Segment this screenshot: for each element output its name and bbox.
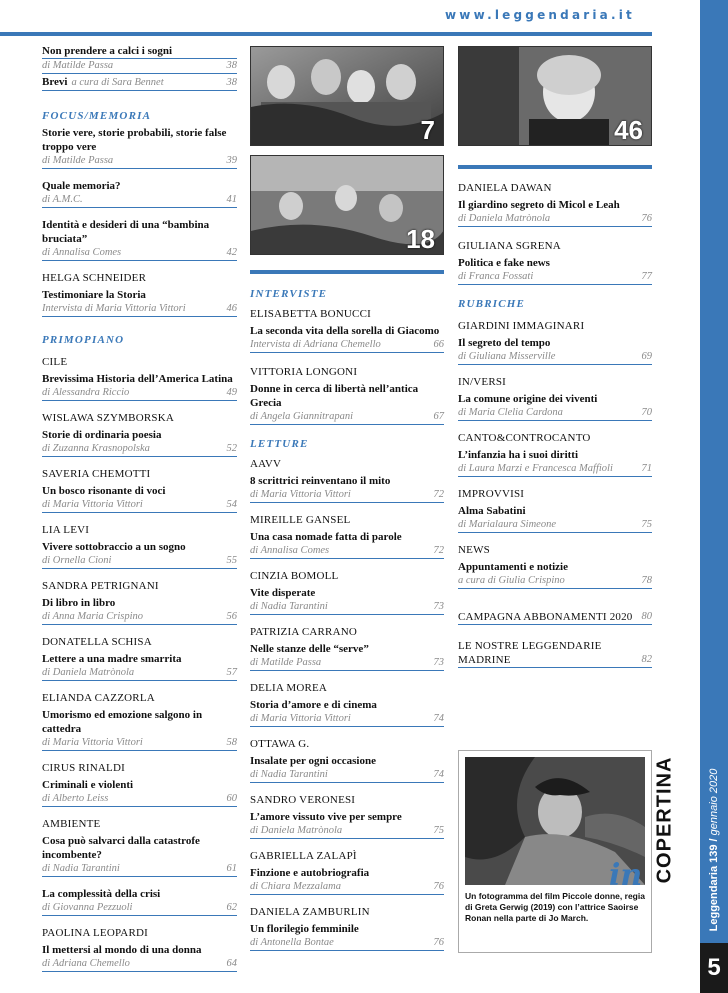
page-number: 66: [433, 339, 444, 350]
toc-entry[interactable]: [42, 355, 237, 401]
photo-sewing-women[interactable]: [250, 155, 444, 255]
toc-entry[interactable]: [42, 761, 237, 807]
toc-entry[interactable]: [250, 457, 444, 503]
entry-author: SANDRA PETRIGNANI: [42, 580, 159, 592]
page-number: 80: [641, 611, 652, 622]
byline-text: di Alessandra Riccio: [42, 387, 130, 398]
toc-entry[interactable]: [42, 411, 237, 457]
cover-caption: Un fotogramma del film Piccole donne, regia di Greta Gerwig (2019) con l’attrice Saoirse Ronan nella parte di Jo March.: [465, 891, 645, 923]
entry-byline: [42, 736, 237, 751]
byline-text: di A.M.C.: [42, 194, 83, 205]
entry-byline: [250, 544, 444, 559]
byline-text: di Nadia Tarantini: [250, 601, 328, 612]
magazine-issue: Leggendaria 139 / gennaio 2020: [708, 768, 720, 932]
page-number: 52: [226, 443, 237, 454]
entry-byline: [458, 212, 652, 227]
byline-text: di Maria Vittoria Vittori: [42, 737, 143, 748]
toc-entry[interactable]: [42, 126, 237, 169]
byline-text: Intervista di Maria Vittoria Vittori: [42, 303, 186, 314]
entry-byline: [458, 406, 652, 421]
entry-title: Vivere sottobraccio a un sogno: [42, 541, 186, 553]
divider-bar: [250, 270, 444, 274]
toc-entry[interactable]: [250, 681, 444, 727]
page-number: 60: [226, 793, 237, 804]
entry-byline: [250, 410, 444, 425]
byline-text: di Maria Vittoria Vittori: [250, 713, 351, 724]
entry-title: Nelle stanze delle “serve”: [250, 643, 369, 655]
byline-text: di Matilde Passa: [42, 155, 114, 166]
entry-title: Il giardino segreto di Micol e Leah: [458, 199, 620, 211]
entry-author: LIA LEVI: [42, 524, 90, 536]
page-number: 39: [226, 155, 237, 166]
byline-text: di Annalisa Comes: [42, 247, 122, 258]
entry-byline: [250, 712, 444, 727]
page-number: 71: [641, 463, 652, 474]
toc-entry[interactable]: [250, 569, 444, 615]
byline-text: di Daniela Matrònola: [250, 825, 343, 836]
toc-entry[interactable]: [42, 817, 237, 877]
entry-byline: [42, 193, 237, 208]
byline-text: di Annalisa Comes: [250, 545, 330, 556]
byline-text: di Anna Maria Crispino: [42, 611, 144, 622]
entry-author: SANDRO VERONESI: [250, 794, 356, 806]
entry-author: SAVERIA CHEMOTTI: [42, 468, 151, 480]
photo-page-number: 46: [614, 115, 643, 145]
entry-byline: [250, 936, 444, 951]
entry-author: GABRIELLA ZALAPÌ: [250, 850, 357, 862]
toc-entry[interactable]: [458, 181, 652, 227]
toc-column-2: [250, 287, 444, 951]
page-number: 70: [641, 407, 652, 418]
entry-byline: [250, 656, 444, 671]
page-number: 72: [433, 489, 444, 500]
entry-author: CANTO&CONTROCANTO: [458, 432, 591, 444]
section-heading: FOCUS/MEMORIA: [42, 110, 152, 122]
entry-label: CAMPAGNA ABBONAMENTI 2020: [458, 611, 633, 623]
page-number: 76: [641, 213, 652, 224]
page-number: 49: [226, 387, 237, 398]
entry-title: Umorismo ed emozione salgono in cattedra: [42, 709, 203, 735]
toc-entry[interactable]: [250, 307, 444, 353]
page-number: 75: [641, 519, 652, 530]
page-number: 74: [433, 713, 444, 724]
entry-author: CILE: [42, 356, 68, 368]
entry-title: 8 scrittrici reinventano il mito: [250, 475, 391, 487]
entry-author: DANIELA ZAMBURLIN: [250, 906, 370, 918]
entry-byline: [42, 666, 237, 681]
entry-title: Non prendere a calci i sogni: [42, 45, 173, 57]
entry-byline: [42, 442, 237, 457]
entry-author: WISLAWA SZYMBORSKA: [42, 412, 174, 424]
page-number: 61: [226, 863, 237, 874]
page-number: 77: [641, 271, 652, 282]
toc-entry[interactable]: [42, 691, 237, 751]
divider-bar: [458, 165, 652, 169]
toc-entry[interactable]: [250, 849, 444, 895]
entry-author: OTTAWA G.: [250, 738, 310, 750]
entry-title: Storie vere, storie probabili, storie false troppo vere: [42, 127, 227, 153]
byline-text: di Giovanna Pezzuoli: [42, 902, 133, 913]
byline-text: di Ornella Cioni: [42, 555, 112, 566]
byline-text: di Chiara Mezzalama: [250, 881, 342, 892]
page-number: 73: [433, 657, 444, 668]
page-number-box: 5: [700, 943, 728, 993]
entry-title: Vite disperate: [250, 587, 316, 599]
entry-author: CINZIA BOMOLL: [250, 570, 339, 582]
byline-text: a cura di Sara Bennet: [71, 77, 164, 88]
entry-author: AAVV: [250, 458, 282, 470]
entry-byline: [42, 610, 237, 625]
byline-text: di Marialaura Simeone: [458, 519, 556, 530]
entry-byline: [42, 154, 237, 169]
entry-byline: [42, 44, 237, 73]
entry-byline: [250, 824, 444, 839]
toc-entry[interactable]: [42, 467, 237, 513]
site-url[interactable]: www.leggendaria.it: [445, 8, 635, 22]
entry-author: AMBIENTE: [42, 818, 101, 830]
entry-byline: [42, 386, 237, 401]
entry-byline: [42, 901, 237, 916]
byline-text: di Antonella Bontae: [250, 937, 334, 948]
entry-label: LE NOSTRE LEGGENDARIE MADRINE: [458, 640, 602, 666]
photo-little-women[interactable]: [250, 46, 444, 146]
entry-author: ELISABETTA BONUCCI: [250, 308, 371, 320]
entry-title: Lettere a una madre smarrita: [42, 653, 182, 665]
page-number: 78: [641, 575, 652, 586]
entry-author: PAOLINA LEOPARDI: [42, 927, 148, 939]
entry-byline: [250, 880, 444, 895]
byline-text: di Giuliana Misserville: [458, 351, 556, 362]
entry-byline: [42, 957, 237, 972]
cover-box: [458, 750, 652, 953]
entry-title: Quale memoria?: [42, 180, 121, 192]
toc-entry[interactable]: [458, 543, 652, 589]
entry-title: Politica e fake news: [458, 257, 550, 269]
page-number: 64: [226, 958, 237, 969]
toc-entry[interactable]: [250, 793, 444, 839]
byline-text: di Nadia Tarantini: [42, 863, 120, 874]
byline-text: di Matilde Passa: [42, 60, 114, 71]
page-number: 58: [226, 737, 237, 748]
byline-text: di Maria Vittoria Vittori: [42, 499, 143, 510]
toc-entry[interactable]: [458, 319, 652, 365]
page-number: 46: [226, 303, 237, 314]
page-number: 75: [433, 825, 444, 836]
entry-title: Identità e desideri di una “bambina bruciata”: [42, 219, 210, 245]
toc-entry[interactable]: [458, 239, 652, 285]
entry-title: Brevissima Historia dell’America Latina: [42, 373, 233, 385]
page-number: 38: [226, 60, 237, 71]
entry-byline: [42, 554, 237, 569]
entry-author: DONATELLA SCHISA: [42, 636, 152, 648]
entry-author: HELGA SCHNEIDER: [42, 272, 147, 284]
byline-text: di Adriana Chemello: [42, 958, 130, 969]
page-number: 67: [433, 411, 444, 422]
byline-text: a cura di Giulia Crispino: [458, 575, 565, 586]
entry-byline: [458, 350, 652, 365]
entry-author: GIULIANA SGRENA: [458, 240, 561, 252]
byline-text: di Maria Vittoria Vittori: [250, 489, 351, 500]
entry-byline: [458, 518, 652, 533]
toc-entry[interactable]: [42, 218, 237, 261]
entry-byline: [42, 792, 237, 807]
entry-title: Finzione e autobriografia: [250, 867, 370, 879]
entry-author: DELIA MOREA: [250, 682, 328, 694]
entry-title: La seconda vita della sorella di Giacomo: [250, 325, 440, 337]
entry-title: Alma Sabatini: [458, 505, 526, 517]
toc-entry[interactable]: [250, 905, 444, 951]
entry-title: Criminali e violenti: [42, 779, 134, 791]
byline-text: di Franca Fossati: [458, 271, 534, 282]
entry-author: VITTORIA LONGONI: [250, 366, 358, 378]
entry-title: La comune origine dei viventi: [458, 393, 598, 405]
toc-entry[interactable]: [42, 74, 237, 91]
byline-text: di Nadia Tarantini: [250, 769, 328, 780]
page-number: 57: [226, 667, 237, 678]
entry-author: GIARDINI IMMAGINARI: [458, 320, 585, 332]
page-number: 38: [226, 77, 237, 88]
byline-text: di Alberto Leiss: [42, 793, 109, 804]
toc-entry-campaign[interactable]: [458, 609, 652, 625]
entry-byline: [42, 862, 237, 877]
entry-title: Appuntamenti e notizie: [458, 561, 568, 573]
entry-author: CIRUS RINALDI: [42, 762, 125, 774]
toc-entry[interactable]: [42, 926, 237, 972]
entry-author: PATRIZIA CARRANO: [250, 626, 358, 638]
byline-text: di Maria Clelia Cardona: [458, 407, 563, 418]
toc-entry[interactable]: [250, 513, 444, 559]
page-number: 55: [226, 555, 237, 566]
entry-byline: [250, 338, 444, 353]
section-heading: INTERVISTE: [250, 288, 328, 300]
section-heading: RUBRICHE: [458, 298, 526, 310]
byline-text: di Daniela Matrònola: [458, 213, 551, 224]
entry-author: ELIANDA CAZZORLA: [42, 692, 155, 704]
toc-entry[interactable]: [42, 523, 237, 569]
toc-entry[interactable]: [42, 887, 237, 916]
cover-in-logo: in: [609, 858, 643, 893]
page-number: 74: [433, 769, 444, 780]
entry-author: DANIELA DAWAN: [458, 182, 552, 194]
entry-title: Un florilegio femminile: [250, 923, 359, 935]
page-number: 41: [226, 194, 237, 205]
byline-text: di Laura Marzi e Francesca Maffioli: [458, 463, 613, 474]
toc-entry[interactable]: [42, 179, 237, 208]
section-heading: PRIMOPIANO: [42, 334, 125, 346]
entry-title: Un bosco risonante di voci: [42, 485, 166, 497]
entry-byline: [458, 270, 652, 285]
entry-title: Il mettersi al mondo di una donna: [42, 944, 202, 956]
byline-text: di Zuzanna Krasnopolska: [42, 443, 150, 454]
entry-byline: [42, 246, 237, 261]
photo-portrait[interactable]: [458, 46, 652, 146]
entry-byline: [250, 600, 444, 615]
toc-column-1: [42, 40, 237, 972]
entry-title: Una casa nomade fatta di parole: [250, 531, 402, 543]
sidebar-text-area: [700, 0, 728, 993]
entry-title: Di libro in libro: [42, 597, 116, 609]
entry-byline: [250, 488, 444, 503]
top-rule: [0, 32, 652, 36]
entry-title: Donne in cerca di libertà nell’antica Grecia: [250, 383, 419, 409]
entry-title: L’infanzia ha i suoi diritti: [458, 449, 579, 461]
right-sidebar: [700, 0, 728, 993]
page-number: 69: [641, 351, 652, 362]
page-number: 72: [433, 545, 444, 556]
entry-author: MIREILLE GANSEL: [250, 514, 351, 526]
entry-title: La complessità della crisi: [42, 888, 161, 900]
toc-entry[interactable]: [458, 487, 652, 533]
copertina-label: COPERTINA: [653, 756, 676, 884]
entry-byline: [250, 768, 444, 783]
page-number: 76: [433, 881, 444, 892]
entry-byline: [42, 498, 237, 513]
entry-title: L’amore vissuto vive per sempre: [250, 811, 402, 823]
byline-text: di Angela Giannitrapani: [250, 411, 354, 422]
byline-text: di Daniela Matrònola: [42, 667, 135, 678]
toc-entry[interactable]: [42, 635, 237, 681]
photo-image: [251, 47, 444, 146]
entry-title: Testimoniare la Storia: [42, 289, 146, 301]
toc-entry[interactable]: [42, 271, 237, 317]
page-number: 42: [226, 247, 237, 258]
entry-title: Storie di ordinaria poesia: [42, 429, 162, 441]
byline-text: di Matilde Passa: [250, 657, 322, 668]
toc-entry[interactable]: [42, 579, 237, 625]
issue-date: gennaio 2020: [708, 768, 720, 836]
entry-author: IMPROVVISI: [458, 488, 525, 500]
toc-entry-madrine[interactable]: [458, 639, 652, 668]
toc-column-3: [458, 181, 652, 668]
toc-entry[interactable]: [250, 625, 444, 671]
toc-entry[interactable]: [458, 375, 652, 421]
toc-entry[interactable]: [250, 365, 444, 425]
entry-title: Cosa può salvarci dalla catastrofe incombente?: [42, 835, 200, 861]
toc-entry[interactable]: [458, 431, 652, 477]
page-number: 73: [433, 601, 444, 612]
magazine-name: Leggendaria 139: [708, 844, 720, 932]
entry-byline: [42, 302, 237, 317]
entry-author: NEWS: [458, 544, 490, 556]
page-number: 76: [433, 937, 444, 948]
entry-title: Storia d’amore e di cinema: [250, 699, 377, 711]
page-number: 82: [641, 654, 652, 665]
photo-page-number: 7: [420, 115, 435, 145]
entry-title: Brevi: [42, 76, 68, 88]
entry-author: IN/VERSI: [458, 376, 507, 388]
byline-text: Intervista di Adriana Chemello: [250, 339, 381, 350]
page-number: 62: [226, 902, 237, 913]
entry-title: Insalate per ogni occasione: [250, 755, 376, 767]
page-number: 54: [226, 499, 237, 510]
page-number: 56: [226, 611, 237, 622]
entry-title: Il segreto del tempo: [458, 337, 551, 349]
photo-page-number: 18: [406, 224, 435, 254]
section-heading: LETTURE: [250, 438, 309, 450]
toc-entry[interactable]: [250, 737, 444, 783]
entry-byline: [458, 462, 652, 477]
entry-byline: [458, 574, 652, 589]
